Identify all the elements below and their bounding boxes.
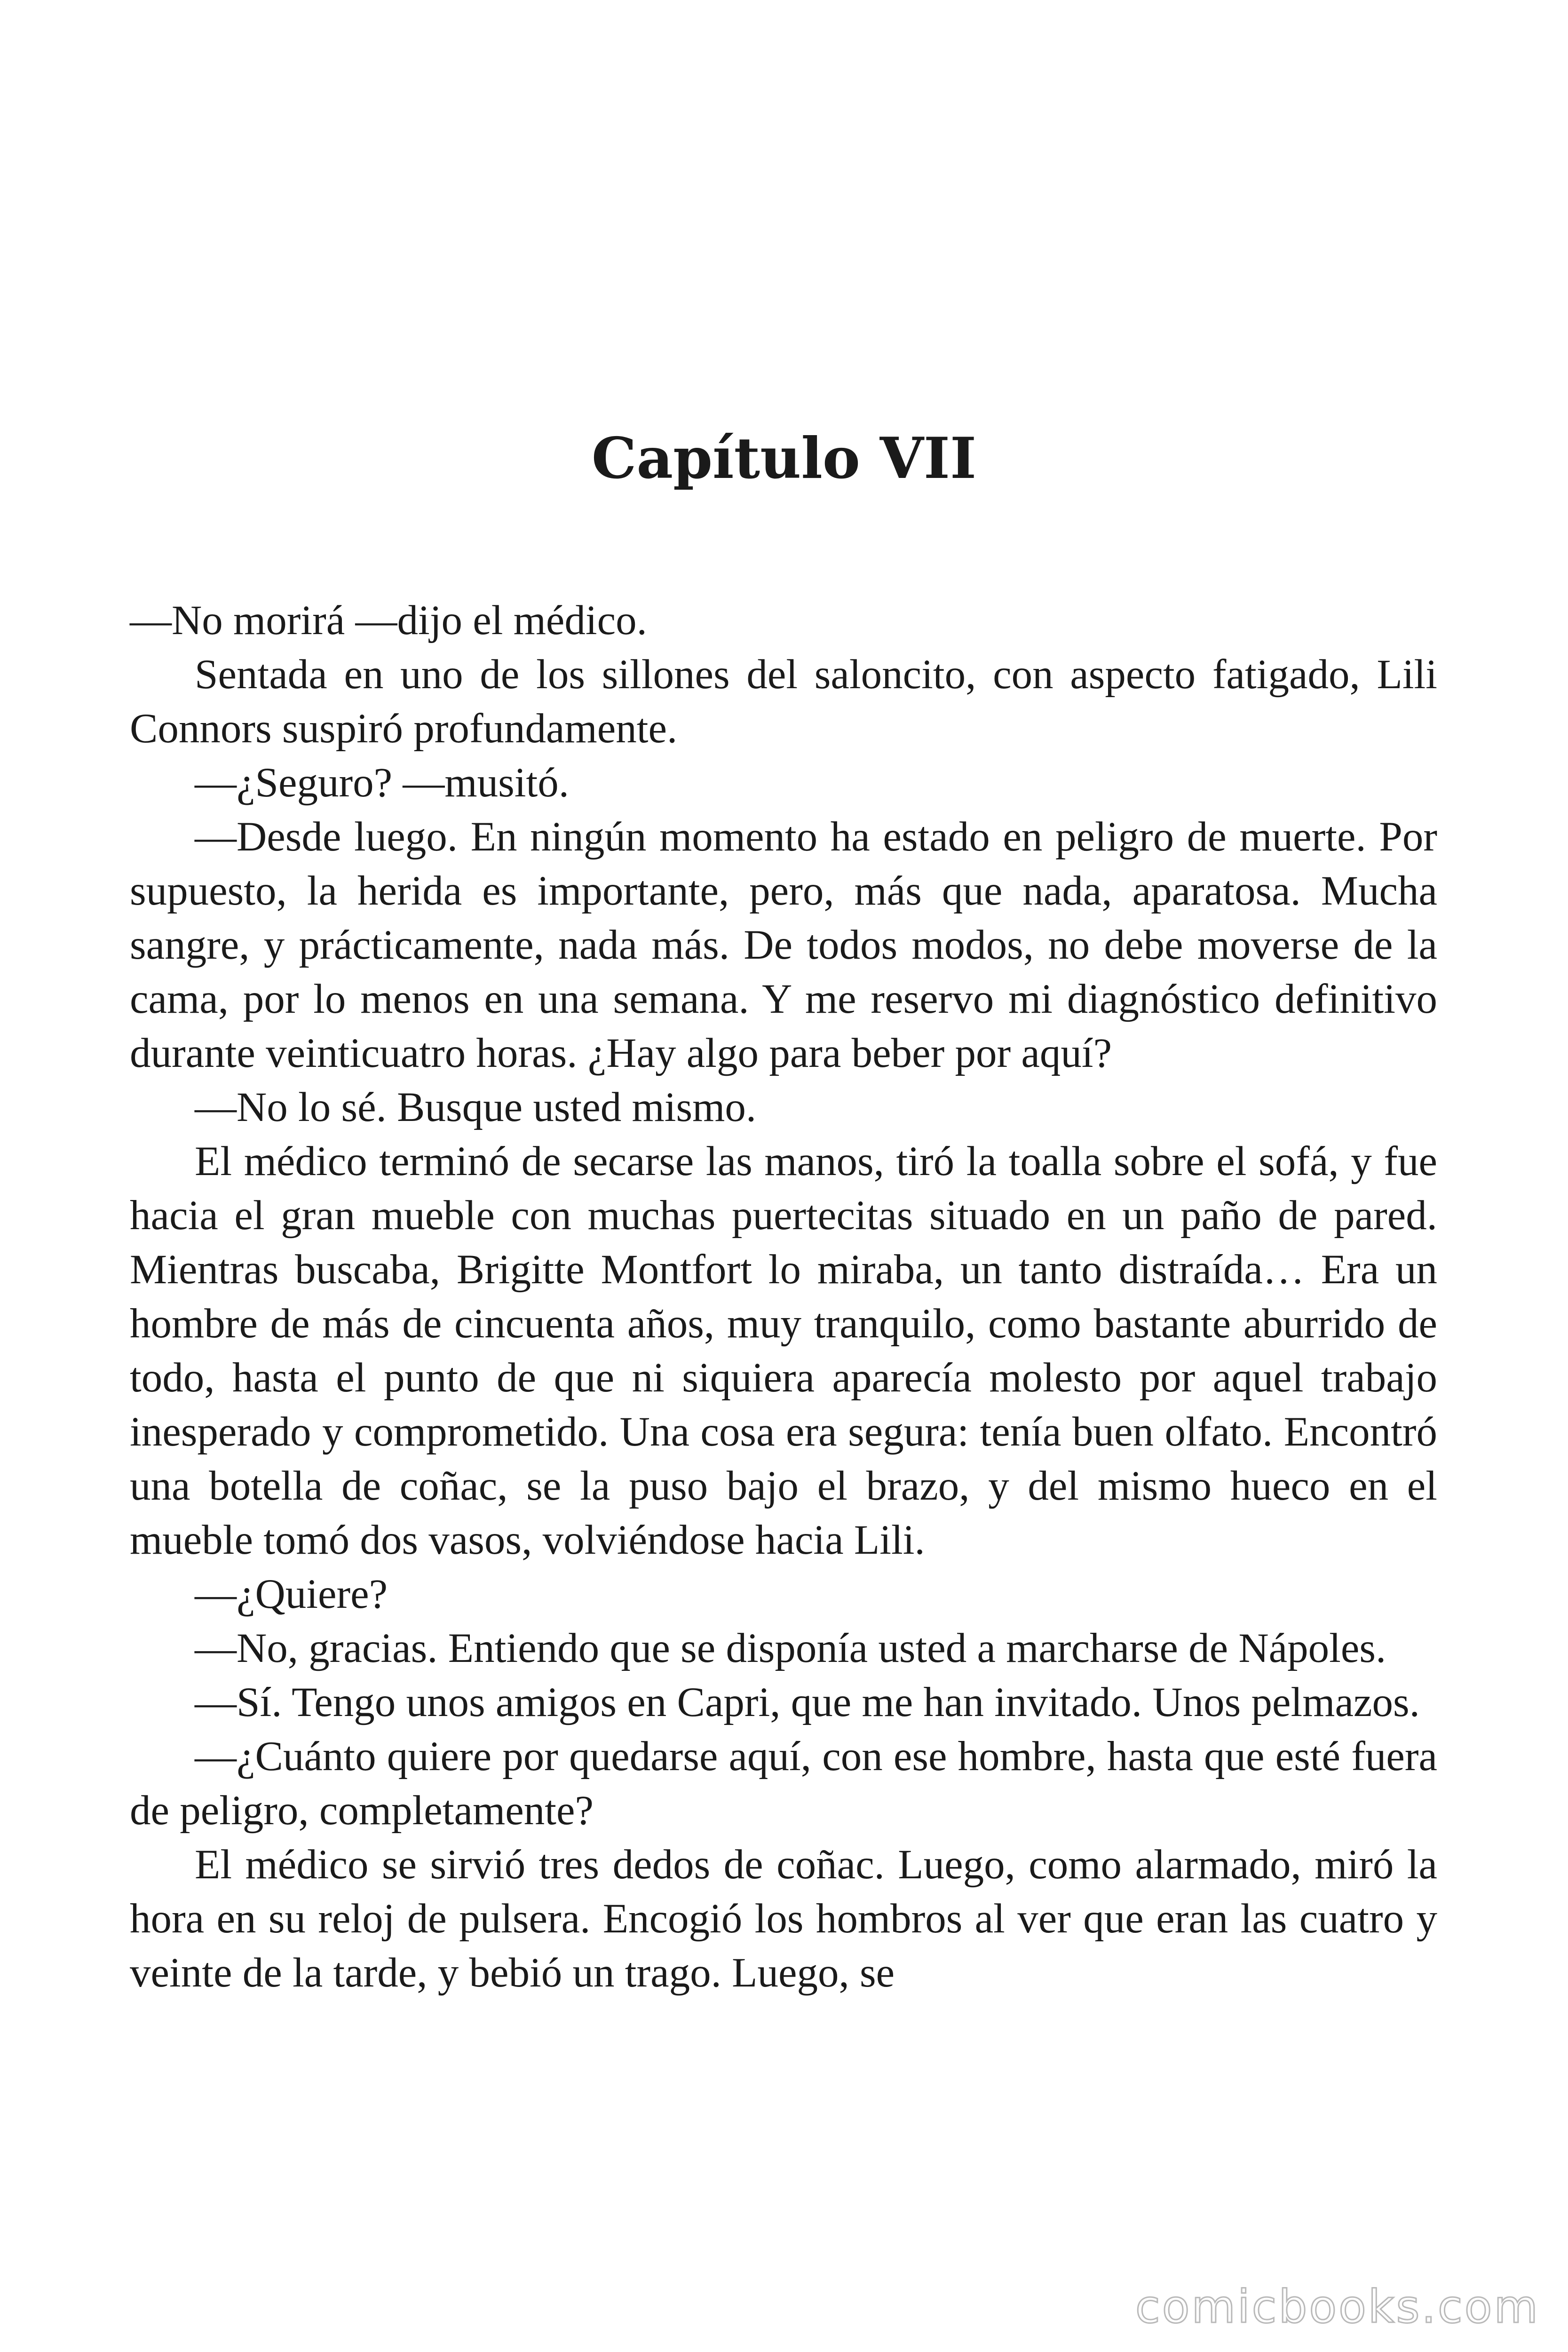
paragraph: —Desde luego. En ningún momento ha estado en peligro de muerte. Por supuesto, la herida es importante, pero, más que nada, aparatosa. Mucha sangre, y prácticamente, nada más. De todos modos, no debe moverse de la cama, por lo menos en una semana. Y me reservo mi diagnóstico definitivo durante veinticuatro horas. ¿Hay algo para beber por aquí? — [130, 814, 1437, 1076]
paragraph: —¿Quiere? — [195, 1571, 388, 1617]
paragraph: —No, gracias. Entiendo que se disponía usted a marcharse de Nápoles. — [195, 1625, 1386, 1671]
paragraph: Sentada en uno de los sillones del saloncito, con aspecto fatigado, Lili Connors suspiró profundamente. — [130, 652, 1437, 752]
paragraph: —¿Cuánto quiere por quedarse aquí, con ese hombre, hasta que esté fuera de peligro, completamente? — [130, 1733, 1437, 1834]
paragraph: —¿Seguro? —musitó. — [195, 760, 569, 806]
chapter-body — [130, 594, 1437, 2000]
paragraph: El médico terminó de secarse las manos, tiró la toalla sobre el sofá, y fue hacia el gran mueble con muchas puertecitas situado en un paño de pared. Mientras buscaba, Brigitte Montfort lo miraba, un tanto distraída… Era un hombre de más de cincuenta años, muy tranquilo, como bastante aburrido de todo, hasta el punto de que ni siquiera aparecía molesto por aquel trabajo inesperado y comprometido. Una cosa era segura: tenía buen olfato. Encontró una botella de coñac, se la puso bajo el brazo, y del mismo hueco en el mueble tomó dos vasos, volviéndose hacia Lili. — [130, 1138, 1437, 1563]
paragraph: El médico se sirvió tres dedos de coñac. Luego, como alarmado, miró la hora en su reloj de pulsera. Encogió los hombros al ver que eran las cuatro y veinte de la tarde, y bebió un trago. Luego, se — [130, 1842, 1437, 1996]
chapter-title: Capítulo VII — [591, 425, 977, 492]
paragraph: —No morirá —dijo el médico. — [130, 597, 647, 644]
paragraph: —No lo sé. Busque usted mismo. — [195, 1084, 757, 1130]
watermark: comicbooks.com — [1135, 2280, 1540, 2333]
paragraph: —Sí. Tengo unos amigos en Capri, que me han invitado. Unos pelmazos. — [195, 1679, 1420, 1725]
